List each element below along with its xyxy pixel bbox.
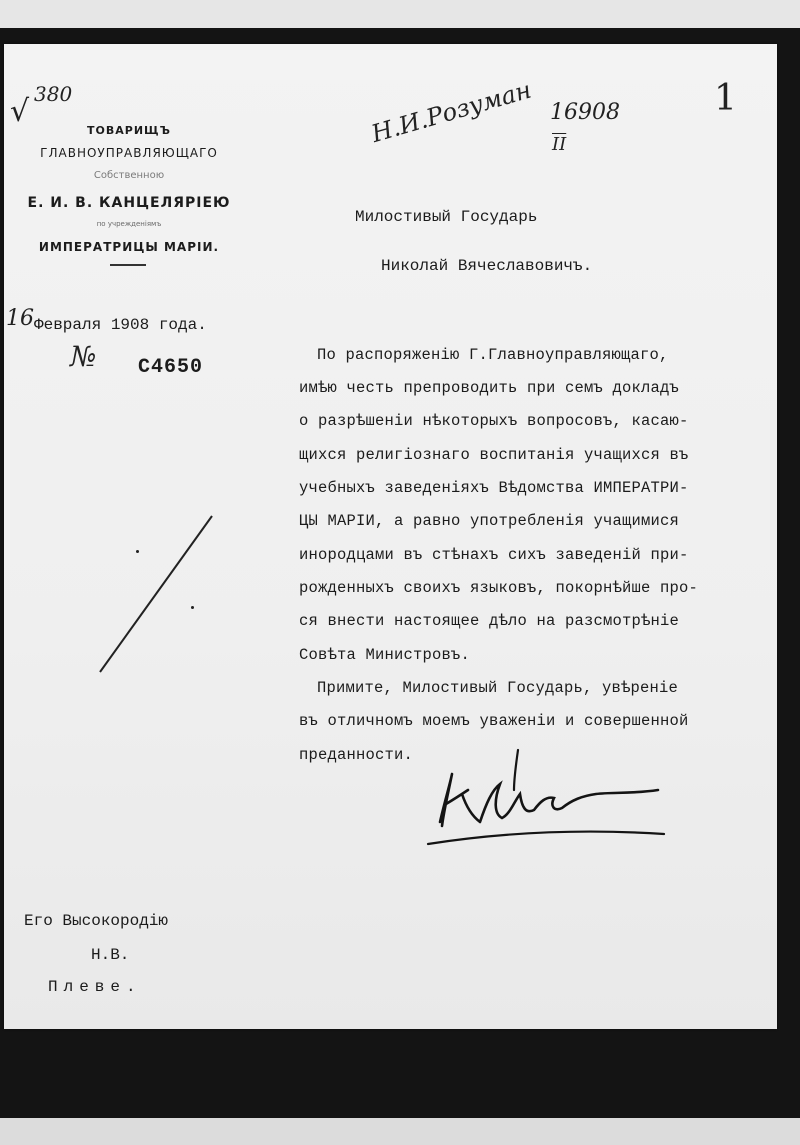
letterhead-line-6: ИМПЕРАТРИЦЫ МАРІИ. bbox=[38, 240, 220, 254]
letterhead-line-5: по учрежденіямъ bbox=[96, 220, 162, 228]
check-mark: √ bbox=[10, 94, 30, 129]
outgoing-number: С4650 bbox=[138, 356, 204, 379]
letterhead-line-4: Е. И. В. КАНЦЕЛЯРІЕЮ bbox=[27, 195, 231, 211]
body-line: преданности. bbox=[299, 746, 414, 764]
body-line: Совѣта Министровъ. bbox=[299, 646, 471, 664]
body-line: учебныхъ заведеніяхъ Вѣдомства ИМПЕРАТРИ- bbox=[299, 479, 689, 497]
recipient-title: Его Высокородію bbox=[24, 912, 169, 930]
body-line: щихся религіознаго воспитанія учащихся въ bbox=[299, 446, 689, 464]
body-line: о разрѣшеніи нѣкоторыхъ вопросовъ, касаю- bbox=[299, 412, 689, 430]
number-sign: № bbox=[70, 340, 97, 373]
handwritten-date bbox=[550, 100, 620, 125]
body-line: имѣю честь препроводить при семъ докладъ bbox=[299, 379, 680, 397]
letterhead-line-3: Собственною bbox=[93, 170, 165, 181]
handwritten-date-month: $\overline{II}$ bbox=[552, 134, 567, 155]
body-line: ЦЫ МАРІИ, а равно употребленія учащимися bbox=[299, 512, 680, 530]
body-line: По распоряженію Г.Главноуправляющаго, bbox=[317, 346, 669, 364]
body-line: рожденныхъ своихъ языковъ, покорнѣйше про- bbox=[299, 579, 699, 597]
letterhead-line-2: ГЛАВНОУПРАВЛЯЮЩАГО bbox=[40, 146, 218, 160]
film-top-strip bbox=[0, 0, 800, 28]
body-line: инородцами въ стѣнахъ сихъ заведеній при- bbox=[299, 546, 689, 564]
pencil-dot bbox=[136, 550, 139, 553]
pencil-dot bbox=[191, 606, 194, 609]
letterhead-line-1: ТОВАРИЩЪ bbox=[87, 124, 171, 137]
recipient-initials: Н.В. bbox=[91, 946, 130, 964]
archive-number: 380 bbox=[34, 82, 73, 106]
salutation-line-1: Милостивый Государь bbox=[355, 208, 538, 226]
handwritten-date-day: 16 bbox=[550, 100, 578, 125]
body-line: въ отличномъ моемъ уваженіи и совершенной bbox=[299, 712, 689, 730]
salutation-line-2: Николай Вячеславовичъ. bbox=[381, 257, 593, 275]
film-bottom-strip bbox=[0, 1118, 800, 1145]
sheet-number: 1 bbox=[714, 78, 737, 119]
signature-image bbox=[422, 744, 672, 854]
body-line: Примите, Милостивый Государь, увѣреніе bbox=[317, 679, 679, 697]
letterhead-rule bbox=[110, 264, 146, 266]
document-page bbox=[4, 44, 777, 1029]
pencil-slash-mark bbox=[96, 514, 226, 674]
body-line: ся внести настоящее дѣло на разсмотрѣніе bbox=[299, 612, 680, 630]
date-day-handwritten: 16 bbox=[6, 306, 34, 331]
recipient-surname: Плеве. bbox=[48, 978, 142, 996]
handwritten-name: Н.И.Розуман bbox=[368, 75, 535, 148]
handwritten-date-year: 908 bbox=[578, 100, 620, 125]
date-line: Февраля 1908 года. bbox=[34, 316, 207, 334]
